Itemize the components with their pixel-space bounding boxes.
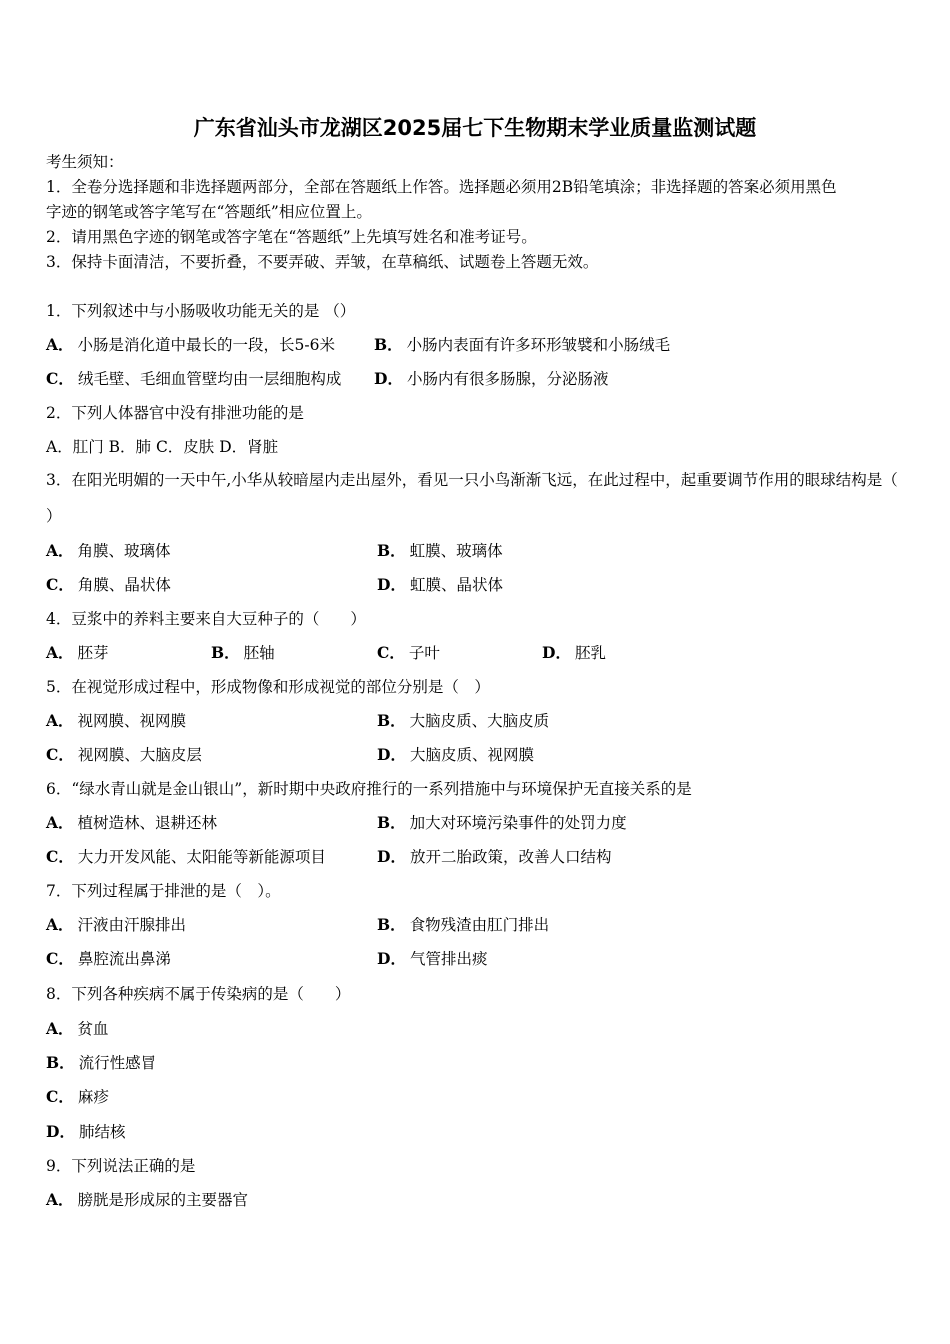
question-stem: 8．下列各种疾病不属于传染病的是（ ） — [46, 985, 351, 1003]
option-c: C． 角膜、晶状体 — [46, 575, 171, 594]
option-a: A． 膀胱是形成尿的主要器官 — [46, 1190, 249, 1209]
option-c: C． 子叶 — [377, 643, 440, 662]
option-b: B． 流行性感冒 — [46, 1053, 157, 1072]
option-b: B． 虹膜、玻璃体 — [377, 541, 503, 560]
option-a: A． 植树造林、退耕还林 — [46, 813, 218, 832]
question-stem: 1．下列叙述中与小肠吸收功能无关的是 （） — [46, 302, 356, 320]
option-d: D． 虹膜、晶状体 — [377, 575, 503, 594]
question-stem: 6．“绿水青山就是金山银山”，新时期中央政府推行的一系列措施中与环境保护无直接关系的是 — [46, 780, 692, 798]
option-d: D． 大脑皮质、视网膜 — [377, 745, 534, 764]
notice-item: 2．请用黑色字迹的钢笔或答字笔在“答题纸”上先填写姓名和准考证号。 — [46, 228, 537, 246]
page-title: 广东省汕头市龙湖区2025届七下生物期末学业质量监测试题 — [193, 116, 757, 140]
question-stem: 3．在阳光明媚的一天中午,小华从较暗屋内走出屋外，看见一只小鸟渐渐飞远，在此过程中，起重要调节作用的眼球结构是（ ） — [46, 471, 898, 525]
notice-heading: 考生须知： — [46, 153, 124, 171]
notice-item: 字迹的钢笔或答字笔写在“答题纸”相应位置上。 — [46, 203, 372, 221]
option-b: B． 大脑皮质、大脑皮质 — [377, 711, 550, 730]
options-inline: A．肛门 B．肺 C．皮肤 D．肾脏 — [46, 438, 279, 456]
option-a: A． 胚芽 — [46, 643, 109, 662]
option-c: C． 绒毛壁、毛细血管壁均由一层细胞构成 — [46, 369, 342, 388]
option-d: D． 气管排出痰 — [377, 949, 488, 968]
option-c: C． 视网膜、大脑皮层 — [46, 745, 202, 764]
notice-item: 3．保持卡面清洁，不要折叠，不要弄破、弄皱，在草稿纸、试题卷上答题无效。 — [46, 253, 599, 271]
question-stem: 2．下列人体器官中没有排泄功能的是 — [46, 404, 304, 422]
option-d: D． 胚乳 — [542, 643, 606, 662]
option-d: D． 放开二胎政策，改善人口结构 — [377, 847, 612, 866]
question-stem: 5．在视觉形成过程中，形成物像和形成视觉的部位分别是（ ） — [46, 678, 490, 696]
question-stem: 4．豆浆中的养料主要来自大豆种子的（ ） — [46, 610, 366, 628]
option-a: A． 角膜、玻璃体 — [46, 541, 171, 560]
option-a: A． 汗液由汗腺排出 — [46, 915, 187, 934]
option-b: B． 加大对环境污染事件的处罚力度 — [377, 813, 627, 832]
question-stem: 7．下列过程属于排泄的是（ ）。 — [46, 882, 281, 900]
option-c: C． 麻疹 — [46, 1087, 109, 1106]
option-d: D． 小肠内有很多肠腺，分泌肠液 — [374, 369, 609, 388]
option-b: B． 胚轴 — [211, 643, 275, 662]
option-a: A． 小肠是消化道中最长的一段，长5-6米 — [46, 335, 335, 354]
option-a: A． 视网膜、视网膜 — [46, 711, 187, 730]
question-stem: 9．下列说法正确的是 — [46, 1157, 196, 1175]
option-c: C． 大力开发风能、太阳能等新能源项目 — [46, 847, 326, 866]
option-b: B． 小肠内表面有许多环形皱襞和小肠绒毛 — [374, 335, 671, 354]
option-c: C． 鼻腔流出鼻涕 — [46, 949, 171, 968]
notice-item: 1．全卷分选择题和非选择题两部分，全部在答题纸上作答。选择题必须用2B铅笔填涂；非选择题的答案必须用黑色 — [46, 178, 837, 196]
option-d: D． 肺结核 — [46, 1122, 126, 1141]
option-b: B． 食物残渣由肛门排出 — [377, 915, 550, 934]
option-a: A． 贫血 — [46, 1019, 109, 1038]
